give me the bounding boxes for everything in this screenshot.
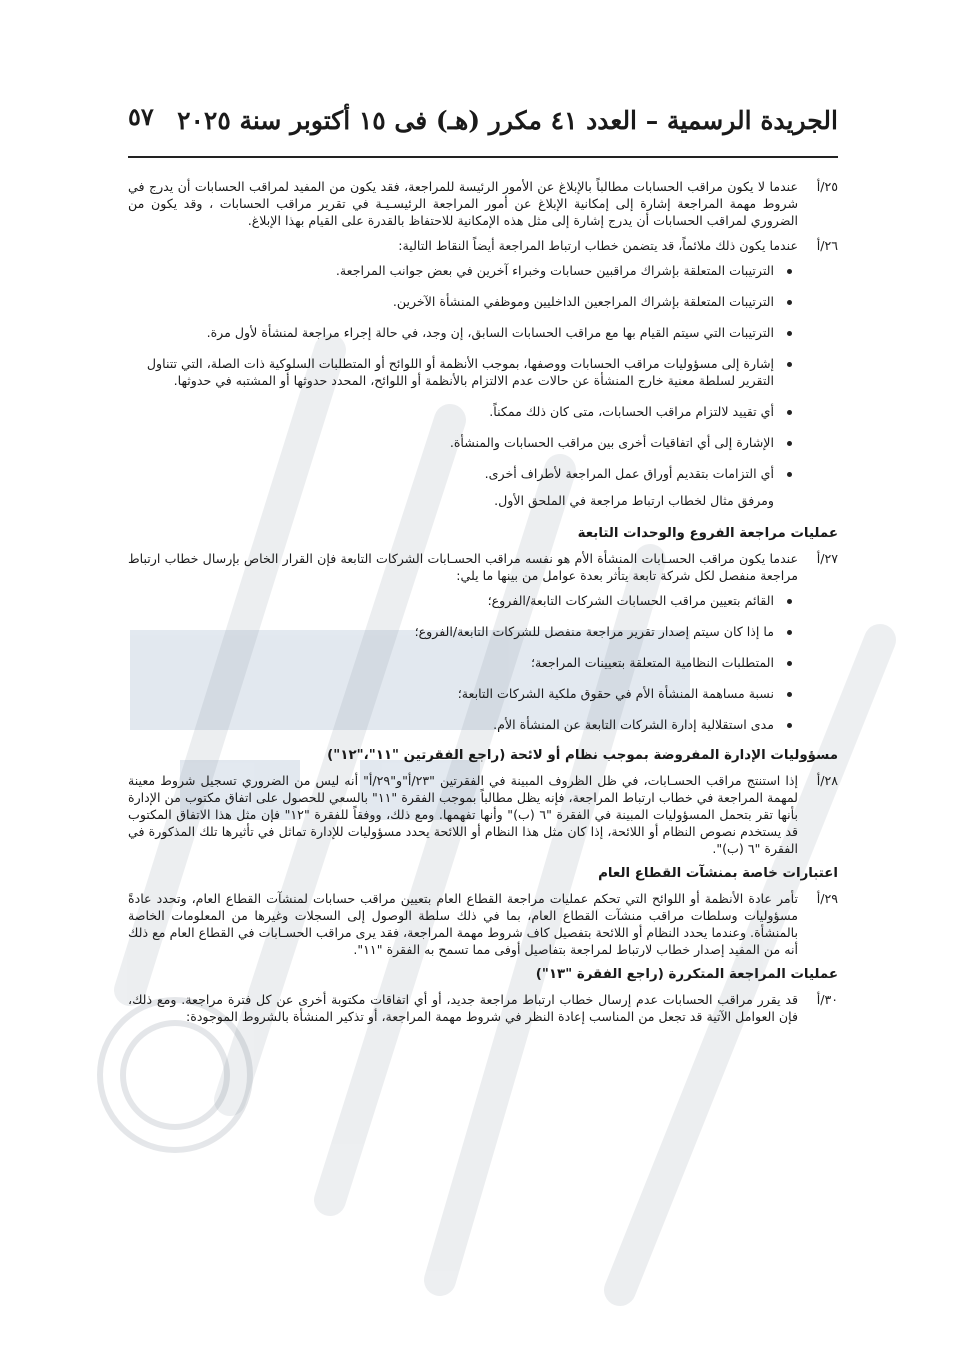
bullet-list-27 — [128, 592, 838, 733]
list-item: الترتيبات المتعلقة بإشراك المراجعين الداخليين وموظفي المنشأة الآخرين. — [128, 293, 838, 310]
list-item: إشارة إلى مسؤوليات مراقب الحسابات ووصفها، بموجب الأنظمة أو اللوائح أو المتطلبات السلوكية ذات الصلة، التي تتناول التقرير لسلطة معنية خارج المنشأة عن حالات عدم الالتزام بالأنظمة أو اللوائح، المحدد حدوثها أو المشتبه في حدوثها. — [128, 355, 838, 389]
page-number: ٥٧ — [128, 102, 154, 131]
paragraph-text: إذا استنتج مراقب الحسـابات، في ظل الظروف المبينة في الفقرتين "٢٣/أ"و"٢٩/أ" أنه ليس من الضروري تسجيل شروط معينة لمهمة المراجعة في خطاب ارتباط المراجعة، فإنه يظل مطالباً بموجب الفقرة "١١" بالسعي للحصول على اتفاق مكتوب من الإدارة بأنها تقر بتحمل المسؤوليات المبينة في الفقرة "٦ (ب)" وأنها تفهمها. ومع ذلك، ووفقاً للفقرة "١٢" فإن مثل هذا الاتفاق المكتوب قد يستخدم نصوص النظام أو اللائحة، إذا كان مثل هذا النظام أو اللائحة يحدد مسؤوليات للإدارة تماثل في تأثيرها تلك المذكورة في الفقرة "٦ (ب)". — [128, 773, 798, 856]
bullet-icon — [787, 362, 792, 367]
section-heading: عمليات المراجعة المتكررة (راجع الفقرة "١٣") — [535, 967, 838, 982]
paragraph-30 — [128, 991, 838, 1025]
gazette-title: الجريدة الرسمية – العدد ٤١ مكرر (هـ) فى ١٥ أكتوبر سنة ٢٠٢٥ — [177, 106, 838, 135]
section-heading: عمليات مراجعة الفروع والوحدات التابعة — [577, 526, 838, 541]
paragraph-text: قد يقرر مراقب الحسابات عدم إرسال خطاب ارتباط مراجعة جديد، أو أي اتفاقات مكتوبة أخرى عن كل فترة مراجعة. ومع ذلك، فإن العوامل الآتية قد تجعل من المناسب إعادة النظر في شروط مهمة المراجعة، أو تذكير المنشأة بالشروط الموجودة: — [128, 992, 798, 1024]
page-header — [128, 100, 838, 158]
bullet-icon — [787, 630, 792, 635]
bullet-icon — [787, 269, 792, 274]
bullet-list-26 — [128, 262, 838, 482]
section-heading: مسؤوليات الإدارة المفروضة بموجب نظام أو لائحة (راجع الفقرتين "١١"،"١٢") — [327, 748, 838, 763]
section-heading: اعتبارات خاصة بمنشآت القطاع العام — [598, 866, 838, 881]
bullet-icon — [787, 723, 792, 728]
gazette-page — [128, 100, 838, 1033]
list-item: أي التزامات بتقديم أوراق عمل المراجعة لأطراف أخرى. — [128, 465, 838, 482]
paragraph-number: ٢٩/أ — [816, 891, 838, 906]
list-item: أي تقييد لالتزام مراقب الحسابات، متى كان ذلك ممكناً. — [128, 403, 838, 420]
paragraph-text: عندما لا يكون مراقب الحسابات مطالباً بالإبلاغ عن الأمور الرئيسة للمراجعة، فقد يكون من المفيد لمراقب الحسابات أن يدرج في شروط مهمة المراجعة إشارة إلى إمكانية الإبلاغ عن أمور المراجعة الرئيسـيـة في تقرير مراقب الحسابات ، وقد يكون من الضروري لمراقب الحسابات أن يدرج إشارة إلى مثل هذه الإمكانية للاحتفاظ بالقدرة على القيام بهذا الإبلاغ. — [128, 179, 798, 228]
list-item: مدى استقلالية إدارة الشركات التابعة عن المنشأة الأم. — [128, 716, 838, 733]
list-item: ما إذا كان سيتم إصدار تقرير مراجعة منفصل للشركات التابعة/الفروع؛ — [128, 623, 838, 640]
paragraph-26 — [128, 237, 838, 254]
paragraph-28 — [128, 772, 838, 857]
paragraph-text: تأمر عادة الأنظمة أو اللوائح التي تحكم عمليات مراجعة القطاع العام بتعيين مراقب حسابات لمنشآت القطاع العام، وتحدد عادةً مسؤوليات وسلطات مراقب منشآت القطاع العام، بما في ذلك سلطة الوصول إلى السجلات وغيرها من المعلومات الخاصة بالمنشأة. وعندما يحدد النظام أو اللائحة بتفصيل كاف شروط مهمة المراجعة، فقد يرى مراقب الحسـابات في القطاع العام مع ذلك أنه من المفيد إصدار خطاب لارتباط لمراجعة بتفاصيل أوفى مما تسمح به الفقرة "١١". — [128, 891, 798, 957]
paragraph-29 — [128, 890, 838, 958]
list-item: الإشارة إلى أي اتفاقيات أخرى بين مراقب الحسابات والمنشأة. — [128, 434, 838, 451]
paragraph-text: عندما يكون ذلك ملائماً، قد يتضمن خطاب ارتباط المراجعة أيضاً النقاط التالية: — [398, 238, 798, 253]
list-item: المتطلبات النظامية المتعلقة بتعيينات المراجعة؛ — [128, 654, 838, 671]
bullet-icon — [787, 300, 792, 305]
paragraph-27 — [128, 550, 838, 584]
paragraph-number: ٢٦/أ — [816, 238, 838, 253]
page-body — [128, 158, 838, 1025]
bullet-icon — [787, 661, 792, 666]
paragraph-text: عندما يكون مراقب الحسـابات المنشأة الأم هو نفسه مراقب الحسـابات الشركات التابعة فإن القرار الخاص بإرسال خطاب ارتباط مراجعة منفصل لكل شركة تابعة يتأثر بعدة عوامل من بينها ما يلي: — [128, 551, 798, 583]
appendix-note: ومرفق مثال لخطاب ارتباط مراجعة في الملحق الأول. — [494, 493, 774, 508]
paragraph-number: ٢٧/أ — [816, 551, 838, 566]
paragraph-number: ٢٥/أ — [816, 179, 838, 194]
bullet-icon — [787, 441, 792, 446]
bullet-icon — [787, 599, 792, 604]
bullet-icon — [787, 692, 792, 697]
paragraph-number: ٢٨/أ — [816, 773, 838, 788]
paragraph-number: ٣٠/أ — [816, 992, 838, 1007]
paragraph-25 — [128, 178, 838, 229]
list-item: الترتيبات المتعلقة بإشراك مراقبين حسابات وخبراء آخرين في بعض جوانب المراجعة. — [128, 262, 838, 279]
bullet-icon — [787, 331, 792, 336]
list-item: نسبة مساهمة المنشأة الأم في حقوق ملكية الشركات التابعة؛ — [128, 685, 838, 702]
bullet-icon — [787, 472, 792, 477]
bullet-icon — [787, 410, 792, 415]
list-item: الترتيبات التي سيتم القيام بها مع مراقب الحسابات السابق، إن وجد، في حالة إجراء مراجعة لمنشأة لأول مرة. — [128, 324, 838, 341]
list-item: القائم بتعيين مراقب الحسابات الشركات التابعة/الفروع؛ — [128, 592, 838, 609]
